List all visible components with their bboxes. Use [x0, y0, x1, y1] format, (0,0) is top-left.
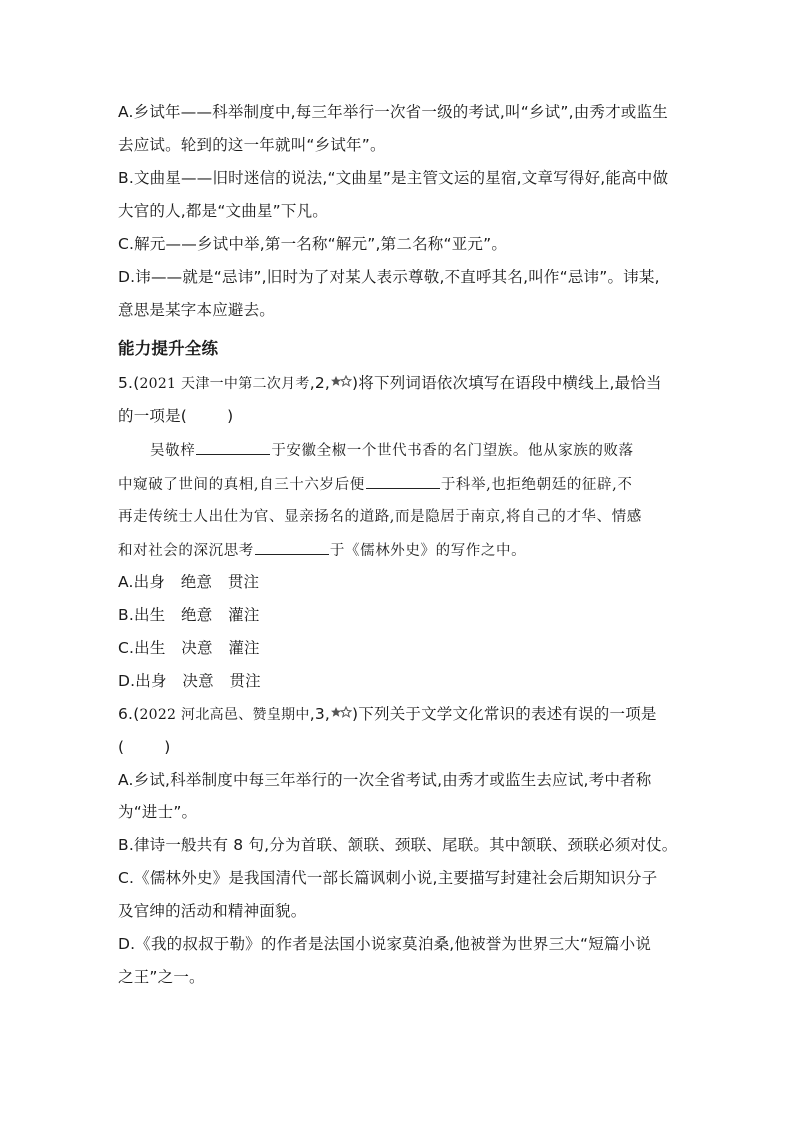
q4-option-b-line2: 大官的人,都是“文曲星”下凡。: [118, 202, 328, 220]
star-outline-icon: [340, 706, 352, 718]
q5-option-b[interactable]: B.出生 绝意 灌注: [118, 606, 260, 624]
q4-option-d-line2: 意思是某字本应避去。: [118, 301, 276, 319]
q5-option-a[interactable]: A.出身 绝意 贯注: [118, 573, 260, 591]
difficulty-stars: [330, 706, 352, 718]
q6-option-c-line1[interactable]: C.《儒林外史》是我国清代一部长篇讽刺小说,主要描写封建社会后期知识分子: [118, 869, 658, 887]
q5-number: 5.(: [118, 374, 140, 392]
q4-option-a-line1: A.乡试年——科举制度中,每三年举行一次省一级的考试,叫“乡试”,由秀才或监生: [118, 103, 668, 121]
q6-stem-line2: [118, 737, 171, 757]
fill-blank-1[interactable]: [196, 440, 270, 455]
passage-text: 和对社会的深沉思考: [118, 543, 254, 559]
q5-passage-line3: 再走传统士人出仕为官、显亲扬名的道路,而是隐居于南京,将自己的才华、情感: [118, 509, 642, 525]
difficulty-stars: [330, 375, 352, 387]
q6-stem-line2-open: (: [118, 738, 125, 756]
q6-stem-tail: )下列关于文学文化常识的表述有误的一项是: [352, 705, 657, 723]
q4-option-c-line1: C.解元——乡试中举,第一名称“解元”,第二名称“亚元”。: [118, 235, 508, 253]
q6-option-d-line1[interactable]: D.《我的叔叔于勒》的作者是法国小说家莫泊桑,他被誉为世界三大“短篇小说: [118, 935, 652, 953]
q6-option-a-line2: 为“进士”。: [118, 803, 198, 821]
q4-option-d-line1: D.讳——就是“忌讳”,旧时为了对某人表示尊敬,不直呼其名,叫作“忌讳”。讳某,: [118, 268, 660, 286]
fill-blank-3[interactable]: [255, 540, 329, 555]
passage-text: 于《儒林外史》的写作之中。: [329, 543, 527, 559]
q5-passage-line1: [150, 440, 634, 461]
q5-score: ,2,: [309, 374, 331, 392]
q5-passage-line2: [118, 474, 632, 495]
q4-option-a-line2: 去应试。轮到的这一年就叫“乡试年”。: [118, 136, 386, 154]
q5-option-c[interactable]: C.出生 决意 灌注: [118, 639, 260, 657]
passage-text: 中窥破了世间的真相,自三十六岁后便: [118, 477, 365, 493]
q5-stem-line2: [118, 406, 233, 426]
q6-option-d-line2: 之王”之一。: [118, 968, 205, 986]
star-outline-icon: [340, 375, 352, 387]
q5-passage-line4: [118, 540, 526, 561]
q5-source: 2021 天津一中第二次月考: [139, 376, 310, 392]
section-heading: 能力提升全练: [118, 339, 219, 358]
q5-option-d[interactable]: D.出身 决意 贯注: [118, 672, 261, 690]
q5-stem-line2-text: 的一项是(: [118, 407, 188, 425]
q6-option-b-line1[interactable]: B.律诗一般共有 8 句,分为首联、颔联、颈联、尾联。其中颔联、颈联必须对仗。: [118, 836, 678, 854]
q6-option-a-line1[interactable]: A.乡试,科举制度中每三年举行的一次全省考试,由秀才或监生去应试,考中者称: [118, 771, 652, 789]
q6-source: 2022 河北高邑、赞皇期中: [139, 707, 310, 723]
q6-stem-line1: [118, 704, 657, 725]
q5-stem-line1: [118, 373, 662, 394]
passage-text: 于科举,也拒绝朝廷的征辟,不: [440, 477, 633, 493]
q4-option-b-line1: B.文曲星——旧时迷信的说法,“文曲星”是主管文运的星宿,文章写得好,能高中做: [118, 169, 669, 187]
q6-option-c-line2: 及官绅的活动和精神面貌。: [118, 902, 307, 920]
q6-number: 6.(: [118, 705, 140, 723]
q5-stem-tail: )将下列词语依次填写在语段中横线上,最恰当: [352, 374, 662, 392]
passage-text: 于安徽全椒一个世代书香的名门望族。他从家族的败落: [271, 443, 634, 459]
passage-text: 吴敬梓: [150, 443, 196, 459]
q6-score: ,3,: [309, 705, 331, 723]
fill-blank-2[interactable]: [366, 474, 440, 489]
q6-stem-line2-close: ): [164, 738, 171, 756]
q5-stem-line2-close: ): [227, 407, 234, 425]
